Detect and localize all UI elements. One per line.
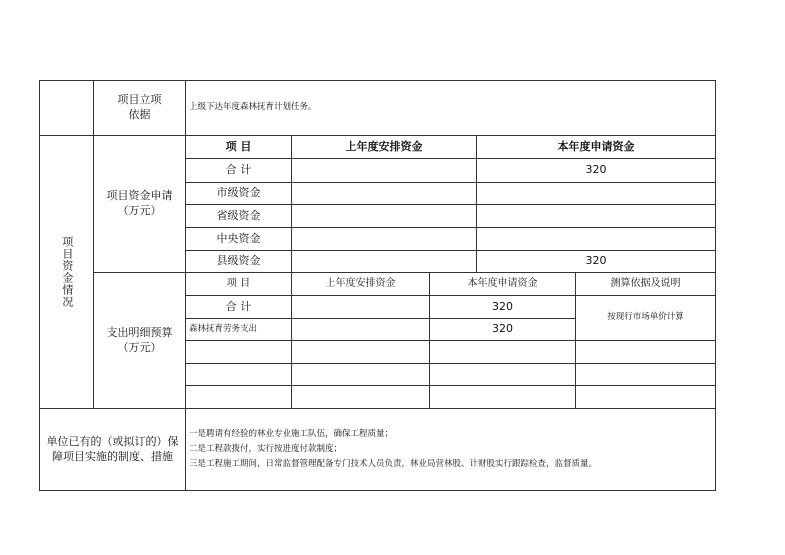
table-border-bottom — [39, 490, 716, 491]
fund-section-label-cell — [40, 136, 93, 408]
expense-row-last-year — [292, 319, 429, 340]
fund-row-last-year — [292, 205, 476, 227]
project-basis-label: 项目立项 依据 — [117, 93, 162, 121]
guarantee-line-2: 二是工程款拨付，实行按进度付款制度； — [189, 444, 343, 454]
expense-row-this-year: 320 — [492, 322, 513, 336]
guarantee-text-block — [186, 409, 715, 490]
fund-application-label: 项目资金申请（万元） — [106, 189, 173, 217]
fund-header-last-year: 上年度安排资金 — [345, 139, 423, 153]
expense-row-item: 合 计 — [225, 299, 252, 313]
fund-row-last-year — [292, 228, 476, 250]
expense-header-last-year: 上年度安排资金 — [325, 278, 396, 290]
guarantee-label: 单位已有的（或拟订的）保障项目实施的制度、措施 — [46, 434, 179, 463]
fund-header-item: 项 目 — [225, 139, 252, 153]
expense-row-item — [186, 341, 291, 363]
fund-row-item: 中央资金 — [216, 231, 261, 245]
project-basis-text: 上级下达年度森林抚育计划任务。 — [189, 102, 317, 113]
fund-row-last-year — [292, 159, 476, 182]
expense-header-basis: 测算依据及说明 — [610, 278, 681, 290]
expense-row-last-year — [292, 296, 429, 318]
expense-budget-label: 支出明细预算（万元） — [106, 325, 173, 354]
fund-row-item: 县级资金 — [216, 254, 261, 268]
expense-header-item: 项 目 — [226, 278, 251, 290]
fund-row-this-year: 320 — [585, 163, 607, 177]
expense-row-this-year: 320 — [492, 299, 513, 313]
guarantee-line-3: 三是工程施工期间，日常监督管理配备专门技术人员负责，林业局营林股、计财股实行跟踪检查，监督质量。 — [189, 459, 598, 469]
fund-row-last-year — [292, 183, 476, 204]
expense-row-item — [186, 386, 291, 408]
fund-row-item: 省级资金 — [216, 208, 261, 222]
fund-row-item: 市级资金 — [216, 186, 261, 200]
guarantee-line-1: 一是聘请有经验的林业专业施工队伍，确保工程质量； — [189, 429, 394, 439]
fund-header-this-year: 本年度申请资金 — [557, 139, 635, 153]
expense-basis-note: 按现行市场单价计算 — [607, 312, 684, 323]
fund-row-last-year — [292, 251, 476, 272]
fund-row-this-year: 320 — [585, 254, 607, 268]
fund-row-this-year — [477, 228, 715, 250]
expense-row-item — [186, 364, 291, 385]
expense-row-item: 森林抚育劳务支出 — [189, 323, 258, 334]
fund-section-label: 项目资金情况 — [60, 236, 74, 308]
fund-row-this-year — [477, 205, 715, 227]
fund-row-item: 合 计 — [225, 163, 252, 177]
expense-header-this-year: 本年度申请资金 — [467, 278, 538, 290]
fund-row-this-year — [477, 183, 715, 204]
table-border-right — [715, 80, 716, 491]
